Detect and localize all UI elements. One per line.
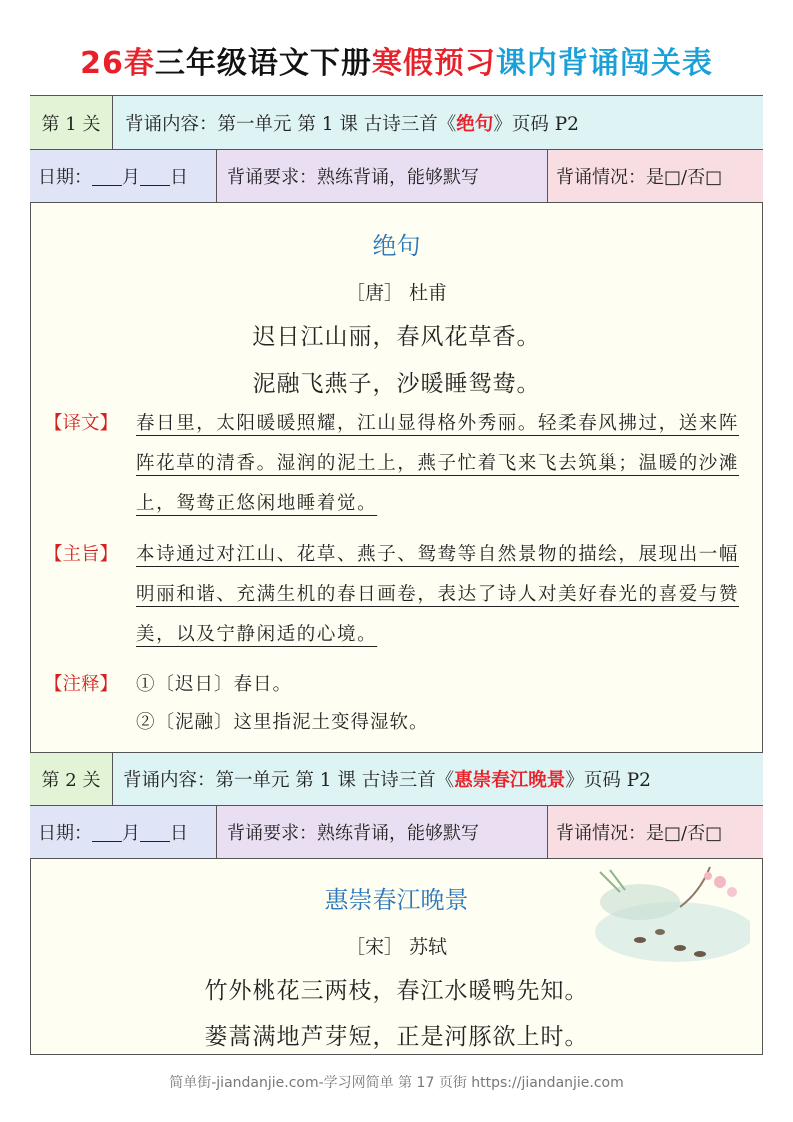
day-label: 日 bbox=[170, 823, 188, 844]
level2-info-row bbox=[30, 806, 763, 859]
level1-date bbox=[30, 150, 216, 202]
notes-block bbox=[44, 666, 756, 742]
level1-content bbox=[112, 96, 763, 149]
note-1: ①〔迟日〕春日。 bbox=[136, 674, 293, 695]
translation-tag: 【译文】 bbox=[44, 413, 119, 434]
date-label: 日期： bbox=[38, 167, 92, 188]
level2-poem-name: 惠崇春江晚景 bbox=[454, 770, 566, 791]
title-part-spring: 春 bbox=[123, 46, 155, 81]
month-label: 月 bbox=[122, 823, 140, 844]
title-part-preview: 寒假预习 bbox=[371, 46, 496, 81]
poem1-title: 绝句 bbox=[372, 232, 421, 260]
theme-tag: 【主旨】 bbox=[44, 544, 119, 565]
level1-content-suffix: 》页码 P2 bbox=[493, 113, 579, 135]
level1-content-prefix: 背诵内容：第一单元 第 1 课 古诗三首《 bbox=[125, 113, 457, 135]
level2-requirement: 背诵要求：熟练背诵，能够默写 bbox=[216, 806, 547, 858]
level2-content-suffix: 》页码 P2 bbox=[565, 770, 651, 791]
level1-info-row bbox=[30, 150, 763, 203]
level2-label: 第 2 关 bbox=[30, 753, 112, 805]
level2-content bbox=[112, 753, 763, 805]
level1-label: 第 1 关 bbox=[30, 96, 112, 149]
level1-requirement: 背诵要求：熟练背诵，能够默写 bbox=[216, 150, 547, 202]
level1-content-row bbox=[30, 96, 763, 150]
level2-content-row bbox=[30, 752, 763, 806]
poem2-line-1: 竹外桃花三两枝，春江水暖鸭先知。 bbox=[204, 978, 589, 1004]
theme-text: 本诗通过对江山、花草、燕子、鸳鸯等自然景物的描绘，展现出一幅明丽和谐、充满生机的春日画卷，表达了诗人对美好春光的喜爱与赞美，以及宁静闲适的心境。 bbox=[136, 544, 740, 645]
poem1-line-2: 泥融飞燕子，沙暖睡鸳鸯。 bbox=[252, 371, 541, 397]
title-part-year: 26 bbox=[80, 46, 124, 81]
poem1-line-1: 迟日江山丽，春风花草香。 bbox=[252, 324, 541, 350]
level1-status[interactable]: 背诵情况：是□/否□ bbox=[547, 150, 763, 202]
note-2: ②〔泥融〕这里指泥土变得湿软。 bbox=[136, 712, 429, 733]
level2-status[interactable]: 背诵情况：是□/否□ bbox=[547, 806, 763, 858]
notes-tag: 【注释】 bbox=[44, 674, 119, 695]
level2-content-prefix: 背诵内容：第一单元 第 1 课 古诗三首《 bbox=[123, 770, 455, 791]
page-footer: 简单街-jiandanjie.com-学习网简单 第 17 页街 https://jiandanjie.com bbox=[169, 1075, 624, 1091]
poem2-title: 惠崇春江晚景 bbox=[324, 886, 469, 914]
translation-text: 春日里，太阳暖暖照耀，江山显得格外秀丽。轻柔春风拂过，送来阵阵花草的清香。湿润的泥土上，燕子忙着飞来飞去筑巢；温暖的沙滩上，鸳鸯正悠闲地睡着觉。 bbox=[136, 413, 740, 514]
day-blank[interactable] bbox=[140, 823, 170, 842]
month-blank[interactable] bbox=[92, 167, 122, 186]
poem2-author: ［宋］ 苏轼 bbox=[345, 936, 448, 958]
level2-date bbox=[30, 806, 216, 858]
translation-block bbox=[44, 404, 756, 524]
day-label: 日 bbox=[170, 167, 188, 188]
poem2-line-2: 蒌蒿满地芦芽短，正是河豚欲上时。 bbox=[204, 1024, 589, 1050]
level1-poem-name: 绝句 bbox=[456, 113, 494, 135]
date-label: 日期： bbox=[38, 823, 92, 844]
theme-block bbox=[44, 535, 756, 655]
day-blank[interactable] bbox=[140, 167, 170, 186]
month-label: 月 bbox=[122, 167, 140, 188]
page-title bbox=[0, 38, 793, 82]
title-part-table: 课内背诵闯关表 bbox=[495, 46, 713, 81]
poem1-author: ［唐］ 杜甫 bbox=[345, 282, 448, 304]
title-part-grade: 三年级语文下册 bbox=[154, 46, 372, 81]
month-blank[interactable] bbox=[92, 823, 122, 842]
